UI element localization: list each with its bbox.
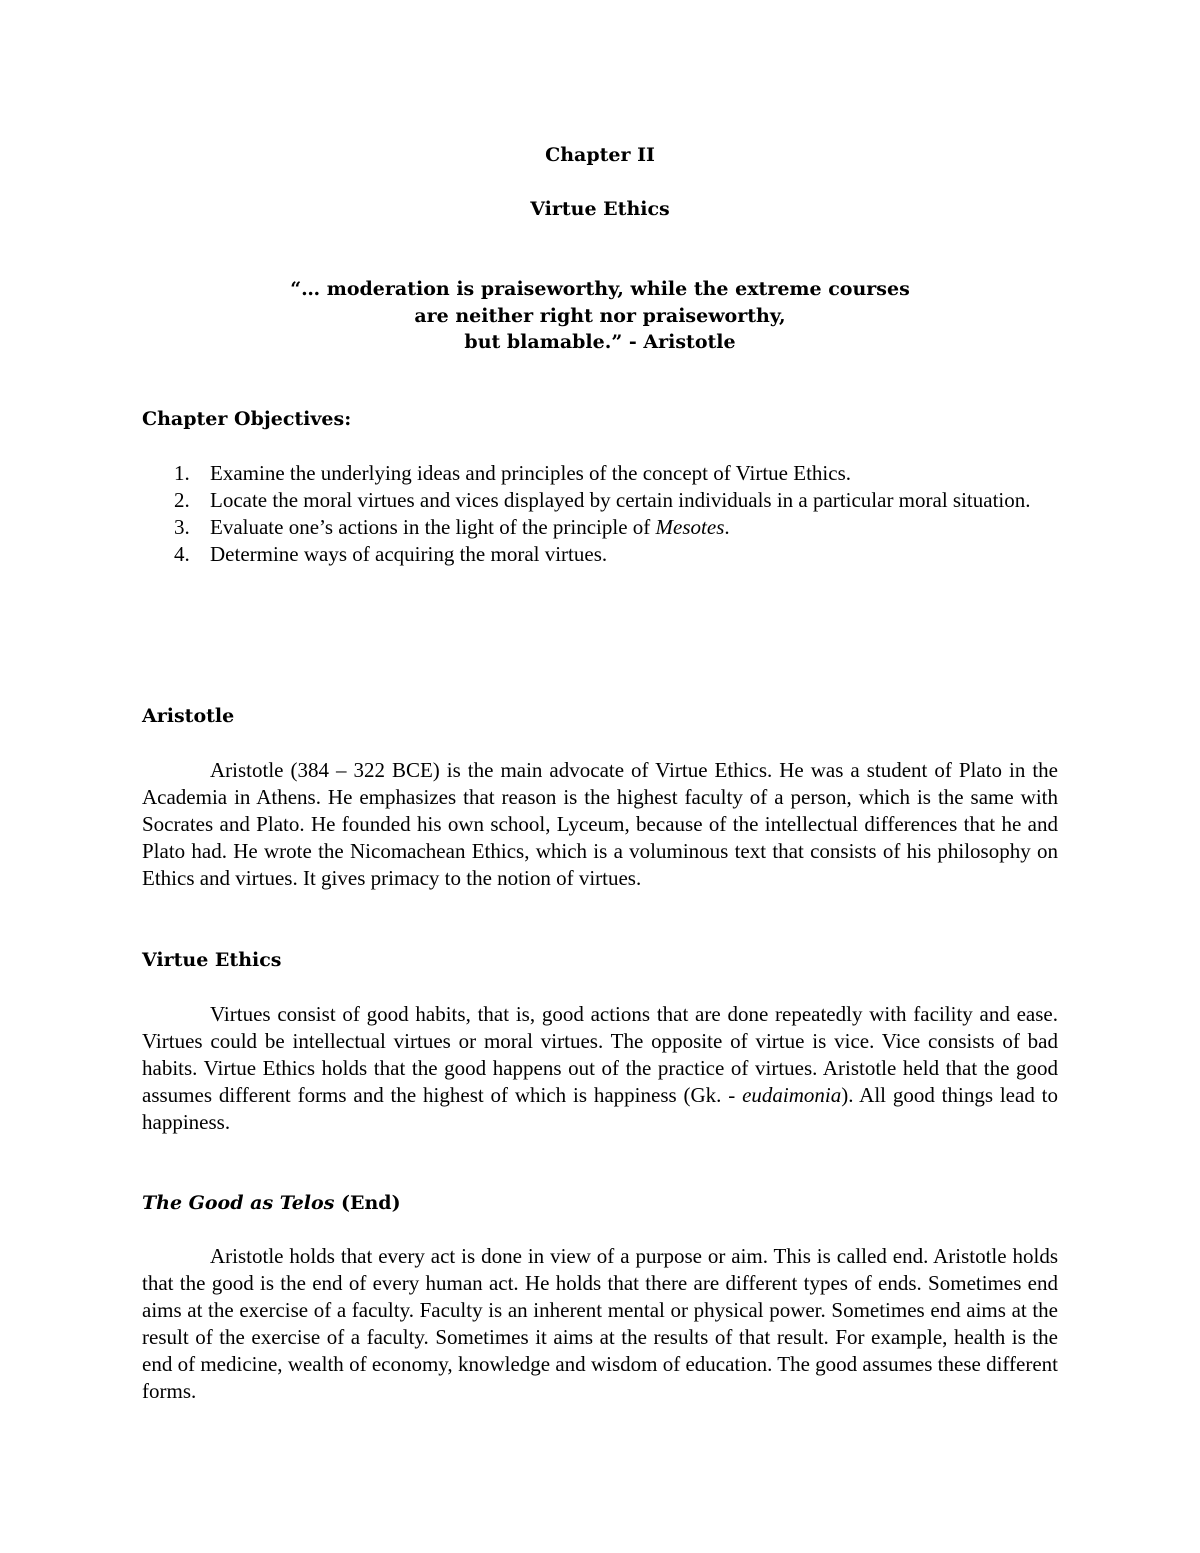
objectives-list [142, 460, 1062, 568]
list-item-text-before: Evaluate one’s actions in the light of the principle of [210, 515, 656, 539]
epigraph-quote [0, 276, 1200, 356]
list-item [142, 487, 1062, 514]
objectives-heading: Chapter Objectives: [142, 408, 352, 430]
telos-paragraph: Aristotle holds that every act is done in view of a purpose or aim. This is called end. Aristotle holds that the good is the end of every human act. He holds that there are different types of ends. Sometimes end aims at the exercise of a faculty. Faculty is an inherent mental or physical power. Sometimes end aims at the result of the exercise of a faculty. Sometimes it aims at the results of that result. For example, health is the end of medicine, wealth of economy, knowledge and wisdom of education. The good assumes these different forms. [142, 1244, 1058, 1403]
list-item-text: Locate the moral virtues and vices displayed by certain individuals in a particular moral situation. [210, 488, 1031, 512]
mesotes-term: Mesotes [655, 515, 725, 539]
aristotle-heading: Aristotle [142, 705, 235, 727]
telos-heading [142, 1192, 401, 1214]
virtue-ethics-heading: Virtue Ethics [142, 949, 282, 971]
quote-line-2: are neither right nor praiseworthy, [414, 304, 786, 327]
quote-line-3: but blamable.” - Aristotle [464, 331, 736, 353]
list-number: 1. [174, 461, 190, 485]
telos-heading-rest: (End) [334, 1192, 401, 1214]
virtue-ethics-text-before: Virtues consist of good habits, that is, good actions that are done repeatedly with facility and ease. Virtues could be intellectual virtues or moral virtues. The opposite of virtue is vice. Vice consists of bad habits. Virtue Ethics holds that the good happens out of the practice of virtues. Aristotle held that the good assumes different forms and the highest of which is happiness (Gk. - [142, 1002, 1058, 1107]
list-number: 2. [174, 488, 190, 512]
list-item-text: Examine the underlying ideas and principles of the concept of Virtue Ethics. [210, 461, 851, 485]
virtue-ethics-paragraph [142, 1001, 1058, 1136]
chapter-label: Chapter II [545, 144, 655, 166]
chapter-title: Virtue Ethics [530, 198, 670, 220]
list-item [142, 514, 1062, 541]
quote-line-1: “… moderation is praiseworthy, while the extreme courses [290, 278, 910, 300]
virtue-ethics-text-after: ). All good things lead to happiness. [142, 1083, 1058, 1134]
list-item-text-after: . [724, 515, 730, 539]
telos-heading-italic: The Good as Telos [142, 1192, 335, 1214]
list-item-text: Determine ways of acquiring the moral virtues. [210, 542, 608, 566]
list-number: 3. [174, 515, 190, 539]
list-item [142, 460, 1062, 487]
list-item [142, 541, 1062, 568]
eudaimonia-term: eudaimonia [742, 1083, 842, 1107]
list-number: 4. [174, 542, 190, 566]
aristotle-paragraph: Aristotle (384 – 322 BCE) is the main advocate of Virtue Ethics. He was a student of Plato in the Academia in Athens. He emphasizes that reason is the highest faculty of a person, which is the same with Socrates and Plato. He founded his own school, Lyceum, because of the intellectual differences that he and Plato had. He wrote the Nicomachean Ethics, which is a voluminous text that consists of his philosophy on Ethics and virtues. It gives primacy to the notion of virtues. [142, 758, 1058, 890]
